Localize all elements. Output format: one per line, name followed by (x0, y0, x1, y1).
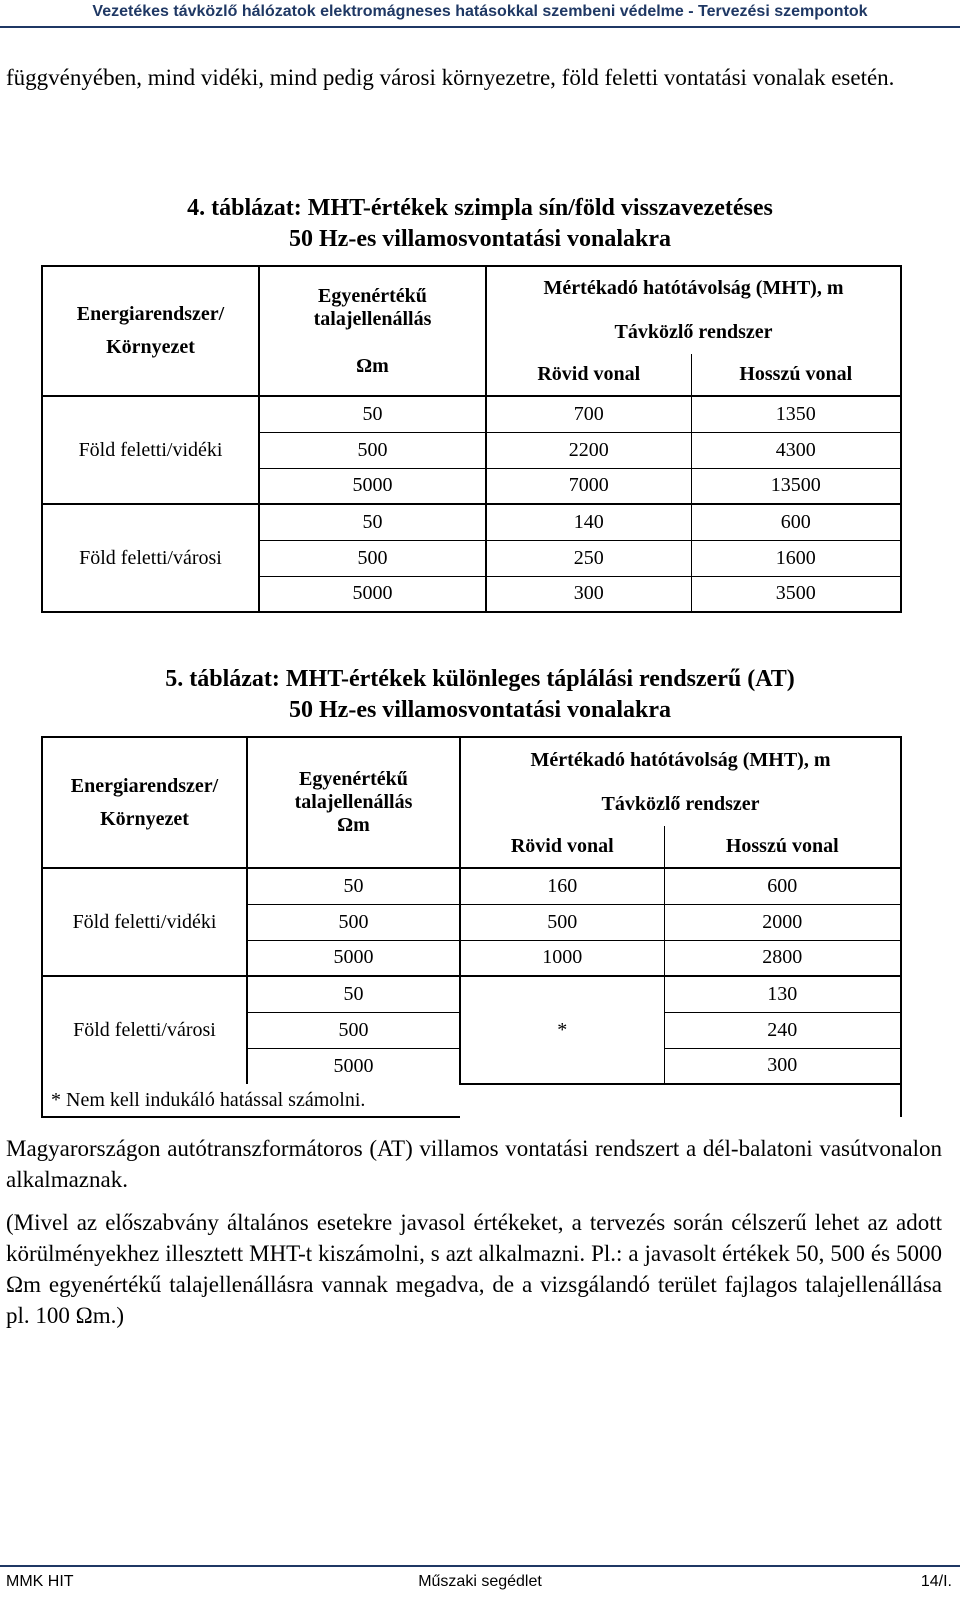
table5-env-rural: Föld feletti/vidéki (42, 868, 247, 976)
table4-env-rural: Föld feletti/vidéki (42, 396, 259, 504)
table5-caption-line2: 50 Hz-es villamosvontatási vonalakra (289, 697, 671, 723)
table-cell: 2200 (486, 432, 691, 468)
table5-header-long: Hosszú vonal (664, 826, 901, 868)
table-cell: 5000 (247, 1048, 460, 1084)
table-cell: 5000 (259, 576, 486, 612)
table5 (41, 736, 902, 1118)
table-cell: 140 (486, 504, 691, 540)
table-cell: 700 (486, 396, 691, 432)
paragraph-at-system: Magyarországon autótranszformátoros (AT) villamos vontatási rendszert a dél-balatoni vasútvonalon alkalmaznak. (6, 1136, 942, 1192)
table-cell: 250 (486, 540, 691, 576)
table4-header-long: Hosszú vonal (691, 354, 901, 396)
table-cell: 500 (247, 1012, 460, 1048)
table-cell: 500 (460, 904, 664, 940)
table4-header-rho: Egyenértékű talajellenállás Ωm (259, 266, 486, 396)
table-cell: 5000 (259, 468, 486, 504)
table-cell: 1350 (691, 396, 901, 432)
footer-rule (0, 1565, 960, 1567)
table-cell: 500 (259, 540, 486, 576)
table4-header-env: Energiarendszer/ Környezet (42, 266, 259, 396)
table5-header-env: Energiarendszer/ Környezet (42, 737, 247, 868)
table-cell: 50 (259, 396, 486, 432)
table5-footnote-spacer (460, 1084, 901, 1117)
table5-header-short: Rövid vonal (460, 826, 664, 868)
table-cell: 160 (460, 868, 664, 904)
table-cell: 50 (247, 868, 460, 904)
intro-paragraph: függvényében, mind vidéki, mind pedig városi környezetre, föld feletti vontatási vonalak esetén. (6, 65, 895, 90)
table4-env-urban: Föld feletti/városi (42, 504, 259, 612)
table5-caption-line1: 5. táblázat: MHT-értékek különleges táplálási rendszerű (AT) (165, 666, 795, 692)
table5-footnote: * Nem kell indukáló hatással számolni. (42, 1084, 460, 1117)
table-cell: 5000 (247, 940, 460, 976)
table-cell: 2000 (664, 904, 901, 940)
table5-header-rho: Egyenértékű talajellenállás Ωm (247, 737, 460, 868)
table-cell: 240 (664, 1012, 901, 1048)
table5-header-mht: Mértékadó hatótávolság (MHT), m (460, 737, 901, 782)
table-cell: 13500 (691, 468, 901, 504)
footer-center: Műszaki segédlet (418, 1573, 542, 1590)
table4 (41, 265, 902, 613)
table4-header-system: Távközlő rendszer (486, 310, 901, 354)
table-cell: 3500 (691, 576, 901, 612)
footer-left: MMK HIT (6, 1573, 74, 1590)
table5-env-urban: Föld feletti/városi (42, 976, 247, 1084)
table4-header-mht: Mértékadó hatótávolság (MHT), m (486, 266, 901, 310)
table-cell: 1000 (460, 940, 664, 976)
paragraph-mht-note: (Mivel az előszabvány általános esetekre javasol értékeket, a tervezés során célszerű lehet az adott körülményekhez illesztett MHT-t kiszámolni, s azt alkalmazni. Pl.: a javasolt értékek 50, 500 és 5000 Ωm egyenértékű talajellenállásra vannak megadva, de a vizsgálandó terület fajlagos talajellenállása pl. 100 Ωm.) (6, 1210, 942, 1328)
table-cell: 300 (664, 1048, 901, 1084)
table4-caption-line2: 50 Hz-es villamosvontatási vonalakra (289, 226, 671, 252)
table4-header-short: Rövid vonal (486, 354, 691, 396)
header-rule (0, 26, 960, 28)
table-cell: 600 (691, 504, 901, 540)
table-cell: 50 (259, 504, 486, 540)
table-cell: 1600 (691, 540, 901, 576)
table-cell: 500 (259, 432, 486, 468)
table-cell: 7000 (486, 468, 691, 504)
table-cell: 500 (247, 904, 460, 940)
table-cell: 4300 (691, 432, 901, 468)
table-cell: 50 (247, 976, 460, 1012)
table5-short-merged: * (460, 976, 664, 1084)
table-cell: 300 (486, 576, 691, 612)
table-cell: 2800 (664, 940, 901, 976)
table4-caption-line1: 4. táblázat: MHT-értékek szimpla sín/föld visszavezetéses (187, 195, 773, 221)
running-header: Vezetékes távközlő hálózatok elektromágneses hatásokkal szembeni védelme - Tervezési szempontok (92, 3, 868, 20)
table5-header-system: Távközlő rendszer (460, 782, 901, 826)
table-cell: 130 (664, 976, 901, 1012)
table-cell: 600 (664, 868, 901, 904)
page-number: 14/I. (920, 1573, 952, 1590)
